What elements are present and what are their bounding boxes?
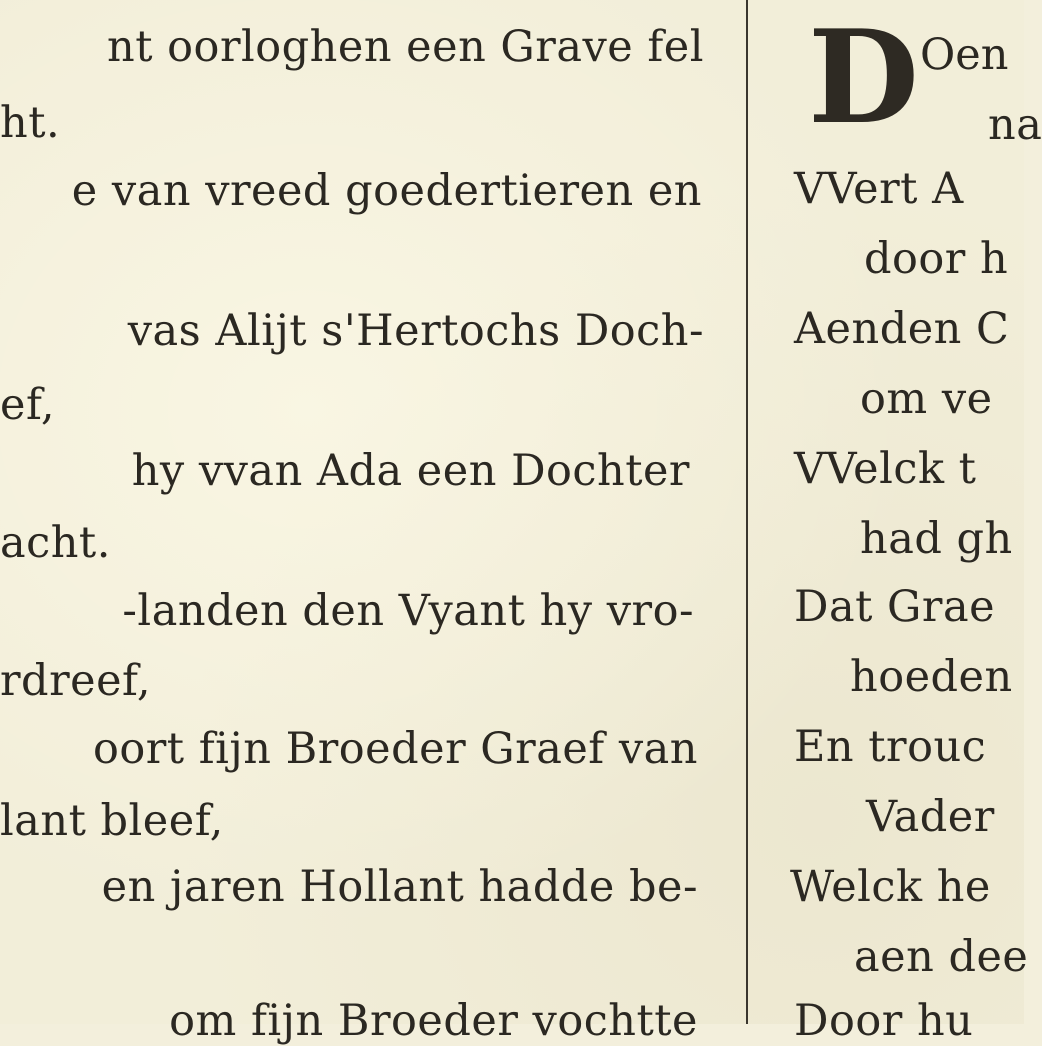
text-line: ht. bbox=[0, 98, 61, 148]
text-line: -landen den Vyant hy vro- bbox=[122, 586, 694, 636]
text-line: Dat Grae bbox=[794, 582, 996, 632]
text-line: aen dee bbox=[854, 932, 1029, 982]
text-line: Oen bbox=[920, 30, 1009, 80]
right-text-column bbox=[750, 0, 1042, 1046]
text-line: VVelck t bbox=[794, 444, 977, 494]
column-divider bbox=[746, 0, 748, 1024]
text-line: rdreef, bbox=[0, 656, 152, 706]
text-line: om fijn Broeder vochtte bbox=[169, 996, 698, 1046]
text-line: vas Alijt s'Hertochs Doch- bbox=[127, 306, 704, 356]
text-line: Aenden C bbox=[794, 304, 1010, 354]
text-line: e van vreed goedertieren en bbox=[71, 166, 702, 216]
text-line: Door hu bbox=[794, 996, 974, 1046]
drop-cap: D bbox=[808, 3, 919, 153]
text-line: door h bbox=[864, 234, 1009, 284]
text-line: En trouc bbox=[794, 722, 987, 772]
text-line: en jaren Hollant hadde be- bbox=[101, 862, 698, 912]
text-line: acht. bbox=[0, 518, 111, 568]
text-line: had gh bbox=[860, 514, 1013, 564]
text-line: ef, bbox=[0, 380, 55, 430]
text-line: Vader bbox=[866, 792, 995, 842]
text-line: hy vvan Ada een Dochter bbox=[131, 446, 690, 496]
text-line: lant bleef, bbox=[0, 796, 224, 846]
text-line: nt oorloghen een Grave fel bbox=[107, 22, 704, 72]
text-line: na bbox=[988, 100, 1042, 150]
text-line: hoeden bbox=[850, 652, 1013, 702]
text-line: oort fijn Broeder Graef van bbox=[92, 724, 698, 774]
text-line: Welck he bbox=[790, 862, 991, 912]
text-line: om ve bbox=[860, 374, 993, 424]
text-line: VVert A bbox=[794, 164, 964, 214]
